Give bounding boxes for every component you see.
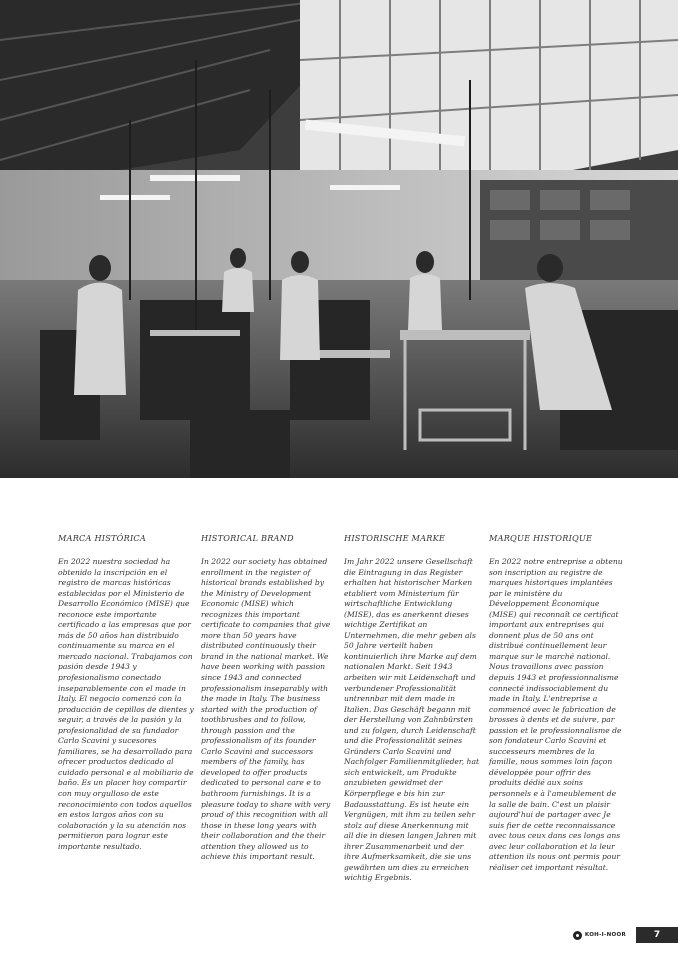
brand-name: KOH-I-NOOR — [584, 932, 626, 938]
koh-i-noor-logo-icon — [573, 931, 582, 940]
column-body: En 2022 nuestra sociedad ha obtenido la inscripción en el registro de marcas históricas establecidas por el Ministerio de Desarrollo Económico (MISE) que reconoce este importante certificado a las empresas que por más de 50 años han distribuido continuamente su marca en el mercado nacional. Trabajamos con pasión desde 1943 y profesionalismo conectado inseparablemente con el made in Italy. El negocio comenzó con la producción de cepillos de dientes y seguir, a través de la pasión y la profesionalidad de su fundador Carlo Scavini y sucesores familiares, se ha desarrollado para ofrecer productos dedicado al cuidado personal e al mobiliario de baño. Es un placer hoy compartir con muy orgulloso de este reconocimiento con todos aquellos en estos largos años con su colaboración y la su atención nos permitieron para lograr este importante resultado. — [58, 557, 194, 851]
column-body: En 2022 notre entreprise a obtenu son inscription au registre de marques historiques implantées par le ministère du Développement Économique (MISE) qui reconnaît ce certificat important aux entreprises qui donnent plus de 50 ans ont distribué continuellement leur marque sur le marché national. Nous travaillons avec passion depuis 1943 et professionnalisme connecté indissociablement du made in Italy. L'entreprise a commencé avec le fabrication de brosses à dents et de suivre, par passion et le professionnalisme de son fondateur Carlo Scavini et successeurs membres de la famille, nous sommes loin façon développée pour offrir des produits dédié aux soins personnels e à l'ameublement de la salle de bain. C'est un plaisir aujourd'hui de partager avec Je suis fier de cette reconnaissance avec tous ceux dans ces longs ans avec leur collaboration et la leur attention ils nous ont permis pour réaliser cet important résultat. — [489, 557, 623, 872]
page-footer — [573, 927, 678, 943]
column-body: Im Jahr 2022 unsere Gesellschaft die Eintragung in das Register erhalten hat historischer Marken etabliert vom Ministerium für wirtschaftliche Entwicklung (MISE), das es anerkennt dieses wichtige Zertifikat an Unternehmen, die mehr geben als 50 Jahre verteilt haben kontinuierlich ihre Marke auf dem nationalen Markt. Seit 1943 arbeiten wir mit Leidenschaft und verbundener Professionalität untrennbar mit dem made in Italien. Das Geschäft begann mit der Herstellung von Zahnbürsten und zu folgen, durch Leidenschaft und die Professionalität seines Gründers Carlo Scavini und Nachfolger Familienmitglieder, hat sich entwickelt, um Produkte anzubieten gewidmet der Körperpflege e bis hin zur Badausstattung. Es ist heute ein Vergnügen, mit ihm zu teilen sehr stolz auf diese Anerkennung mit all die in diesen langen Jahren mit ihrer Zusammenarbeit und der ihre Aufmerksamkeit, die sie uns gewährten um dies zu erreichen wichtig Ergebnis. — [344, 557, 480, 883]
text-columns — [58, 533, 638, 893]
column-english — [201, 533, 337, 863]
column-german — [344, 533, 480, 884]
brand-logo — [573, 931, 626, 940]
column-title: MARQUE HISTORIQUE — [489, 533, 593, 543]
column-title: HISTORICAL BRAND — [201, 533, 294, 543]
column-body: In 2022 our society has obtained enrollment in the register of historical brands established by the Ministry of Development Economic (MISE) which recognizes this important certificate to companies that give more than 50 years have distributed continuously their brand in the national market. We have been working with passion since 1943 and connected professionalism inseparably with the made in Italy. The business started with the production of toothbrushes and to follow, through passion and the professionalism of its founder Carlo Scavini and successors members of the family, has developed to offer products dedicated to personal care e to bathroom furnishings. It is a pleasure today to share with very proud of this recognition with all those in these long years with their collaboration and the their attention they allowed us to achieve this important result. — [201, 557, 331, 862]
factory-photo — [0, 0, 678, 478]
column-title: MARCA HISTÓRICA — [58, 533, 146, 543]
page-number: 7 — [636, 927, 678, 943]
column-french — [489, 533, 625, 873]
column-spanish — [58, 533, 194, 852]
column-title: HISTORISCHE MARKE — [344, 533, 446, 543]
